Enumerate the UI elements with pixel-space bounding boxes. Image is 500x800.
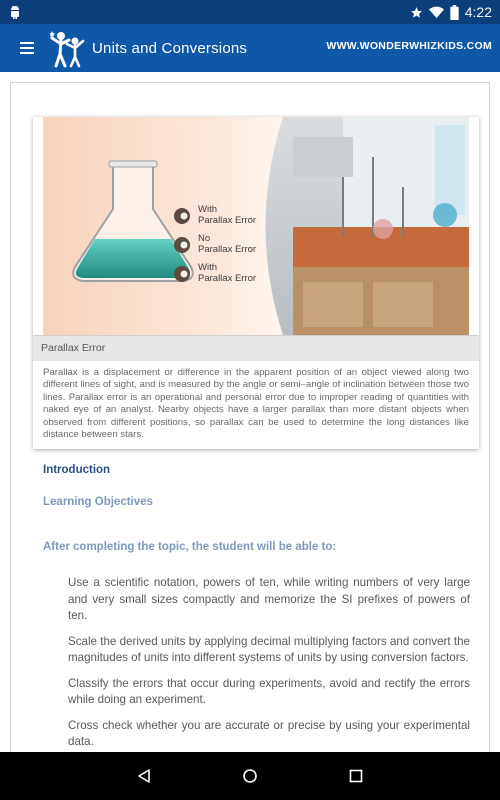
menu-button[interactable] (0, 24, 54, 72)
objective-item: Classify the errors that occur during experiments, avoid and rectify the errors while doing an experiment. (68, 676, 470, 706)
recents-button[interactable] (303, 752, 409, 800)
site-link[interactable]: WWW.WONDERWHIZKIDS.COM (326, 40, 492, 52)
navigation-bar (0, 752, 500, 800)
back-button[interactable] (91, 752, 197, 800)
app-bar (0, 24, 500, 72)
figure-label-2a: No (198, 233, 211, 244)
home-button[interactable] (197, 752, 303, 800)
page-frame (10, 82, 490, 752)
objective-item: Cross check whether you are accurate or precise by using your experimental data. (68, 718, 470, 748)
wifi-icon (429, 6, 444, 19)
learning-objectives-heading: Learning Objectives (43, 496, 153, 508)
wonderwhizkids-logo (50, 28, 86, 68)
figure-description: Parallax is a displacement or difference in the apparent position of an object viewed along two different lines of sight, and is measured by the angle or semi–angle of inclination between those two lines. Parallax error is an operational and personal error due to improper reading of quantities with naked eye of an analyst. Nearby objects have a larger parallax than more distant objects when observed from different positions, so parallax can be used to determine the long distances like distance between stars. (43, 367, 469, 441)
parallax-figure-image (43, 117, 469, 335)
battery-icon (450, 5, 459, 20)
recents-icon (349, 769, 363, 783)
figure-label-2b: Parallax Error (198, 244, 257, 255)
figure-label-1b: Parallax Error (198, 215, 257, 226)
content-area[interactable] (0, 72, 500, 752)
objective-item: Use a scientific notation, powers of ten, while writing numbers of very large and very small sizes compactly and memorize the SI prefixes of powers of ten. (68, 576, 470, 622)
home-icon (242, 768, 258, 784)
figure-label-1a: With (198, 204, 217, 215)
figure-card (33, 117, 479, 449)
star-icon (410, 6, 423, 19)
back-icon (136, 768, 152, 784)
app-title: Units and Conversions (92, 39, 248, 57)
after-completing-heading: After completing the topic, the student will be able to: (43, 541, 337, 553)
figure-label-3b: Parallax Error (198, 273, 257, 284)
android-icon (8, 4, 22, 20)
introduction-link[interactable]: Introduction (43, 464, 111, 476)
status-bar (0, 0, 500, 24)
figure-label-3a: With (198, 262, 217, 273)
objectives-list (68, 575, 470, 752)
menu-icon (20, 42, 34, 54)
status-time: 4:22 (464, 4, 492, 20)
objective-item: Scale the derived units by applying decimal multiplying factors and convert the magnitudes of units into different systems of units by using conversion factors. (68, 634, 470, 664)
figure-caption: Parallax Error (33, 335, 479, 361)
